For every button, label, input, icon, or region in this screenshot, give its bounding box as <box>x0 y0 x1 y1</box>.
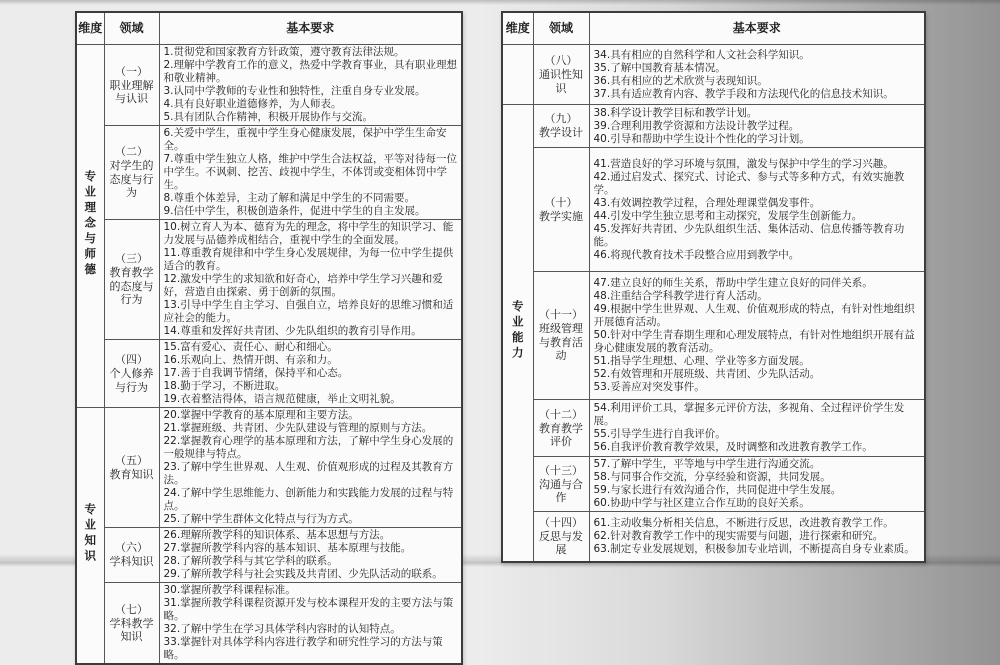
requirement-item: 19.衣着整洁得体，语言规范健康，举止文明礼貌。 <box>163 393 401 405</box>
requirement-item: 30.掌握所教学科课程标准。 <box>163 584 296 596</box>
requirements-cell <box>159 45 462 126</box>
requirement-item: 27.掌握所教学科内容的基本知识、基本原理与技能。 <box>163 542 412 554</box>
requirement-item: 8.尊重个体差异，主动了解和满足中学生的不同需要。 <box>163 192 416 204</box>
col-header-dimension: 维度 <box>76 12 104 45</box>
domain-cell <box>533 457 589 512</box>
requirements-cell <box>589 105 925 148</box>
domain-cell <box>533 45 589 105</box>
requirement-item: 49.根据中学生世界观、人生观、价值观形成的特点，有针对性地组织开展德育活动。 <box>593 303 915 328</box>
table-row <box>76 126 462 220</box>
requirement-item: 14.尊重和发挥好共青团、少先队组织的教育引导作用。 <box>163 325 422 337</box>
requirement-item: 20.掌握中学教育的基本原理和主要方法。 <box>163 409 359 421</box>
requirement-item: 33.掌握针对具体学科内容进行教学和研究性学习的方法与策略。 <box>163 636 443 661</box>
table-row <box>76 528 462 583</box>
table-row <box>502 272 925 400</box>
requirement-item: 55.引导学生进行自我评价。 <box>593 428 726 440</box>
domain-cell <box>104 528 159 583</box>
table-row <box>502 45 925 105</box>
requirement-item: 46.将现代教育技术手段整合应用到教学中。 <box>593 248 800 261</box>
table-row <box>502 400 925 457</box>
domain-cell <box>104 220 159 340</box>
requirement-item: 22.掌握教育心理学的基本原理和方法，了解中学生身心发展的一般规律与特点。 <box>163 435 454 460</box>
table-page-left <box>75 11 463 665</box>
requirement-item: 1.贯彻党和国家教育方针政策，遵守教育法律法规。 <box>163 46 405 58</box>
table-row <box>76 220 462 340</box>
requirement-item: 59.与家长进行有效沟通合作，共同促进中学生发展。 <box>593 484 842 496</box>
domain-cell <box>533 272 589 400</box>
dimension-label: 专业理念与师德 <box>83 169 98 279</box>
requirement-item: 43.有效调控教学过程，合理处理课堂偶发事件。 <box>593 196 821 209</box>
requirement-item: 37.具有适应教育内容、教学手段和方法现代化的信息技术知识。 <box>593 87 894 100</box>
domain-name: 对学生的态度与行为 <box>109 159 154 200</box>
domain-cell <box>533 400 589 457</box>
domain-name: 个人修养与行为 <box>109 367 154 394</box>
requirement-item: 38.科学设计教学目标和教学计划。 <box>593 106 758 119</box>
domain-number: （十一） <box>539 308 583 322</box>
requirement-item: 16.乐观向上、热情开朗、有亲和力。 <box>163 354 338 366</box>
domain-cell <box>104 126 159 220</box>
domain-number: （十三） <box>539 463 583 477</box>
requirement-item: 60.协助中学与社区建立合作互助的良好关系。 <box>593 497 810 509</box>
dimension-cell <box>76 408 104 665</box>
domain-number: （二） <box>115 145 148 159</box>
domain-number: （三） <box>115 252 148 266</box>
requirement-item: 6.关爱中学生，重视中学生身心健康发展，保护中学生生命安全。 <box>163 127 447 152</box>
dimension-label: 专业能力 <box>510 299 525 362</box>
requirement-item: 44.引发中学生独立思考和主动探究，发展学生创新能力。 <box>593 209 863 222</box>
col-header-requirements: 基本要求 <box>159 12 462 45</box>
requirement-item: 62.针对教育教学工作中的现实需要与问题，进行探索和研究。 <box>593 529 884 542</box>
domain-number: （十） <box>544 195 578 209</box>
standards-table-left <box>75 11 463 665</box>
requirement-item: 48.注重结合学科教学进行育人活动。 <box>593 290 768 302</box>
domain-number: （十二） <box>539 407 583 421</box>
requirement-item: 21.掌握班级、共青团、少先队建设与管理的原则与方法。 <box>163 422 433 434</box>
domain-cell <box>104 340 159 408</box>
requirement-item: 9.信任中学生，积极创造条件，促进中学生的自主发展。 <box>163 205 426 217</box>
requirement-item: 36.具有相应的艺术欣赏与表现知识。 <box>593 74 768 87</box>
domain-number: （八） <box>544 54 578 67</box>
requirement-item: 25.了解中学生群体文化特点与行为方式。 <box>163 513 359 525</box>
col-header-domain: 领域 <box>104 12 159 45</box>
requirements-cell <box>159 583 462 665</box>
requirement-item: 3.认同中学教师的专业性和独特性，注重自身专业发展。 <box>163 85 426 97</box>
domain-cell <box>104 45 159 126</box>
requirement-item: 28.了解所教学科与其它学科的联系。 <box>163 555 338 567</box>
domain-name: 学科教学知识 <box>109 616 154 643</box>
col-header-domain: 领域 <box>533 12 589 45</box>
domain-number: （一） <box>115 64 148 78</box>
domain-cell <box>533 512 589 562</box>
requirements-cell <box>589 45 925 105</box>
dimension-cell <box>502 105 533 562</box>
requirement-item: 34.具有相应的自然科学和人文社会科学知识。 <box>593 48 810 61</box>
dimension-label: 专业知识 <box>83 502 98 565</box>
requirement-item: 10.树立育人为本、德育为先的理念，将中学生的知识学习、能力发展与品德养成相结合，重视中学生的全面发展。 <box>163 221 454 246</box>
domain-name: 反思与发展 <box>539 529 583 557</box>
requirement-item: 42.通过启发式、探究式、讨论式、参与式等多种方式，有效实施教学。 <box>593 170 905 196</box>
requirement-item: 32.了解中学生在学习具体学科内容时的认知特点。 <box>163 623 401 635</box>
requirement-item: 29.了解所教学科与社会实践及共青团、少先队活动的联系。 <box>163 568 443 580</box>
table-row <box>76 340 462 408</box>
requirement-item: 54.利用评价工具，掌握多元评价方法，多视角、全过程评价学生发展。 <box>593 402 905 427</box>
requirement-item: 18.勤于学习，不断进取。 <box>163 380 286 392</box>
requirement-item: 11.尊重教育规律和中学生身心发展规律，为每一位中学生提供适合的教育。 <box>163 247 454 272</box>
requirement-item: 41.营造良好的学习环境与氛围，激发与保护中学生的学习兴趣。 <box>593 157 894 170</box>
domain-cell <box>533 105 589 148</box>
requirement-item: 35.了解中国教育基本情况。 <box>593 61 726 74</box>
requirements-cell <box>589 457 925 512</box>
domain-number: （七） <box>115 602 148 616</box>
requirement-item: 39.合理利用教学资源和方法设计教学过程。 <box>593 119 800 132</box>
table-row <box>76 583 462 665</box>
domain-number: （四） <box>115 353 148 366</box>
requirement-item: 53.妥善应对突发事件。 <box>593 381 705 393</box>
domain-name: 教学设计 <box>539 126 583 140</box>
requirements-cell <box>159 126 462 220</box>
requirement-item: 63.制定专业发展规划，积极参加专业培训，不断提高自身专业素质。 <box>593 542 915 555</box>
requirement-item: 57.了解中学生，平等地与中学生进行沟通交流。 <box>593 458 821 470</box>
dimension-cell <box>76 45 104 408</box>
requirement-item: 26.理解所教学科的知识体系、基本思想与方法。 <box>163 529 391 541</box>
requirement-item: 15.富有爱心、责任心、耐心和细心。 <box>163 341 338 353</box>
requirements-cell <box>159 408 462 528</box>
domain-cell <box>104 408 159 528</box>
table-row <box>502 105 925 148</box>
col-header-requirements: 基本要求 <box>589 12 925 45</box>
requirement-item: 12.激发中学生的求知欲和好奇心，培养中学生学习兴趣和爱好，营造自由探索、勇于创新的氛围。 <box>163 273 443 298</box>
domain-name: 教学实施 <box>539 209 583 223</box>
standards-table-right <box>501 11 926 563</box>
requirement-item: 58.与同事合作交流，分享经验和资源，共同发展。 <box>593 471 831 483</box>
requirements-cell <box>589 400 925 457</box>
header-row <box>76 12 462 45</box>
domain-number: （五） <box>115 453 148 467</box>
dimension-cell <box>502 45 533 105</box>
requirement-item: 23.了解中学生世界观、人生观、价值观形成的过程及其教育方法。 <box>163 461 454 486</box>
requirements-cell <box>589 272 925 400</box>
requirement-item: 45.发挥好共青团、少先队组织生活、集体活动、信息传播等教育功能。 <box>593 222 905 248</box>
requirement-item: 17.善于自我调节情绪，保持平和心态。 <box>163 367 349 379</box>
requirement-item: 50.针对中学生青春期生理和心理发展特点，有针对性地组织开展有益身心健康发展的教育活动。 <box>593 329 915 354</box>
table-row <box>502 512 925 562</box>
table-row <box>76 45 462 126</box>
domain-number: （六） <box>115 541 148 555</box>
domain-name: 班级管理与教育活动 <box>539 322 583 363</box>
domain-number: （九） <box>544 112 578 126</box>
domain-name: 教育教学的态度与行为 <box>109 266 154 307</box>
requirement-item: 31.掌握所教学科课程资源开发与校本课程开发的主要方法与策略。 <box>163 597 454 622</box>
requirements-cell <box>589 148 925 272</box>
requirement-item: 40.引导和帮助中学生设计个性化的学习计划。 <box>593 132 810 145</box>
requirement-item: 52.有效管理和开展班级、共青团、少先队活动。 <box>593 368 821 380</box>
domain-name: 教育知识 <box>109 467 154 481</box>
requirement-item: 56.自我评价教育教学效果，及时调整和改进教育教学工作。 <box>593 441 873 453</box>
domain-name: 通识性知识 <box>539 68 583 95</box>
table-row <box>502 148 925 272</box>
table-page-right <box>501 11 926 563</box>
requirement-item: 61.主动收集分析相关信息，不断进行反思，改进教育教学工作。 <box>593 516 894 529</box>
requirement-item: 47.建立良好的师生关系，帮助中学生建立良好的同伴关系。 <box>593 277 873 289</box>
requirement-item: 13.引导中学生自主学习、自强自立，培养良好的思维习惯和适应社会的能力。 <box>163 299 454 324</box>
table-row <box>76 408 462 528</box>
domain-cell <box>533 148 589 272</box>
requirement-item: 51.指导学生理想、心理、学业等多方面发展。 <box>593 355 810 367</box>
requirements-cell <box>159 340 462 408</box>
requirement-item: 2.理解中学教育工作的意义，热爱中学教育事业，具有职业理想和敬业精神。 <box>163 59 458 84</box>
requirement-item: 24.了解中学生思维能力、创新能力和实践能力发展的过程与特点。 <box>163 487 454 512</box>
col-header-dimension: 维度 <box>502 12 533 45</box>
requirement-item: 5.具有团队合作精神，积极开展协作与交流。 <box>163 111 374 123</box>
requirements-cell <box>589 512 925 562</box>
domain-name: 沟通与合作 <box>539 477 583 504</box>
table-row <box>502 457 925 512</box>
requirements-cell <box>159 220 462 340</box>
domain-name: 职业理解与认识 <box>109 78 154 105</box>
header-row <box>502 12 925 45</box>
requirements-cell <box>159 528 462 583</box>
requirement-item: 7.尊重中学生独立人格，维护中学生合法权益，平等对待每一位中学生。不讽刺、挖苦、歧视中学生，不体罚或变相体罚中学生。 <box>163 153 458 191</box>
requirement-item: 4.具有良好职业道德修养，为人师表。 <box>163 98 342 110</box>
domain-cell <box>104 583 159 665</box>
domain-name: 学科知识 <box>109 555 154 569</box>
domain-name: 教育教学评价 <box>539 421 583 448</box>
domain-number: （十四） <box>539 515 583 529</box>
